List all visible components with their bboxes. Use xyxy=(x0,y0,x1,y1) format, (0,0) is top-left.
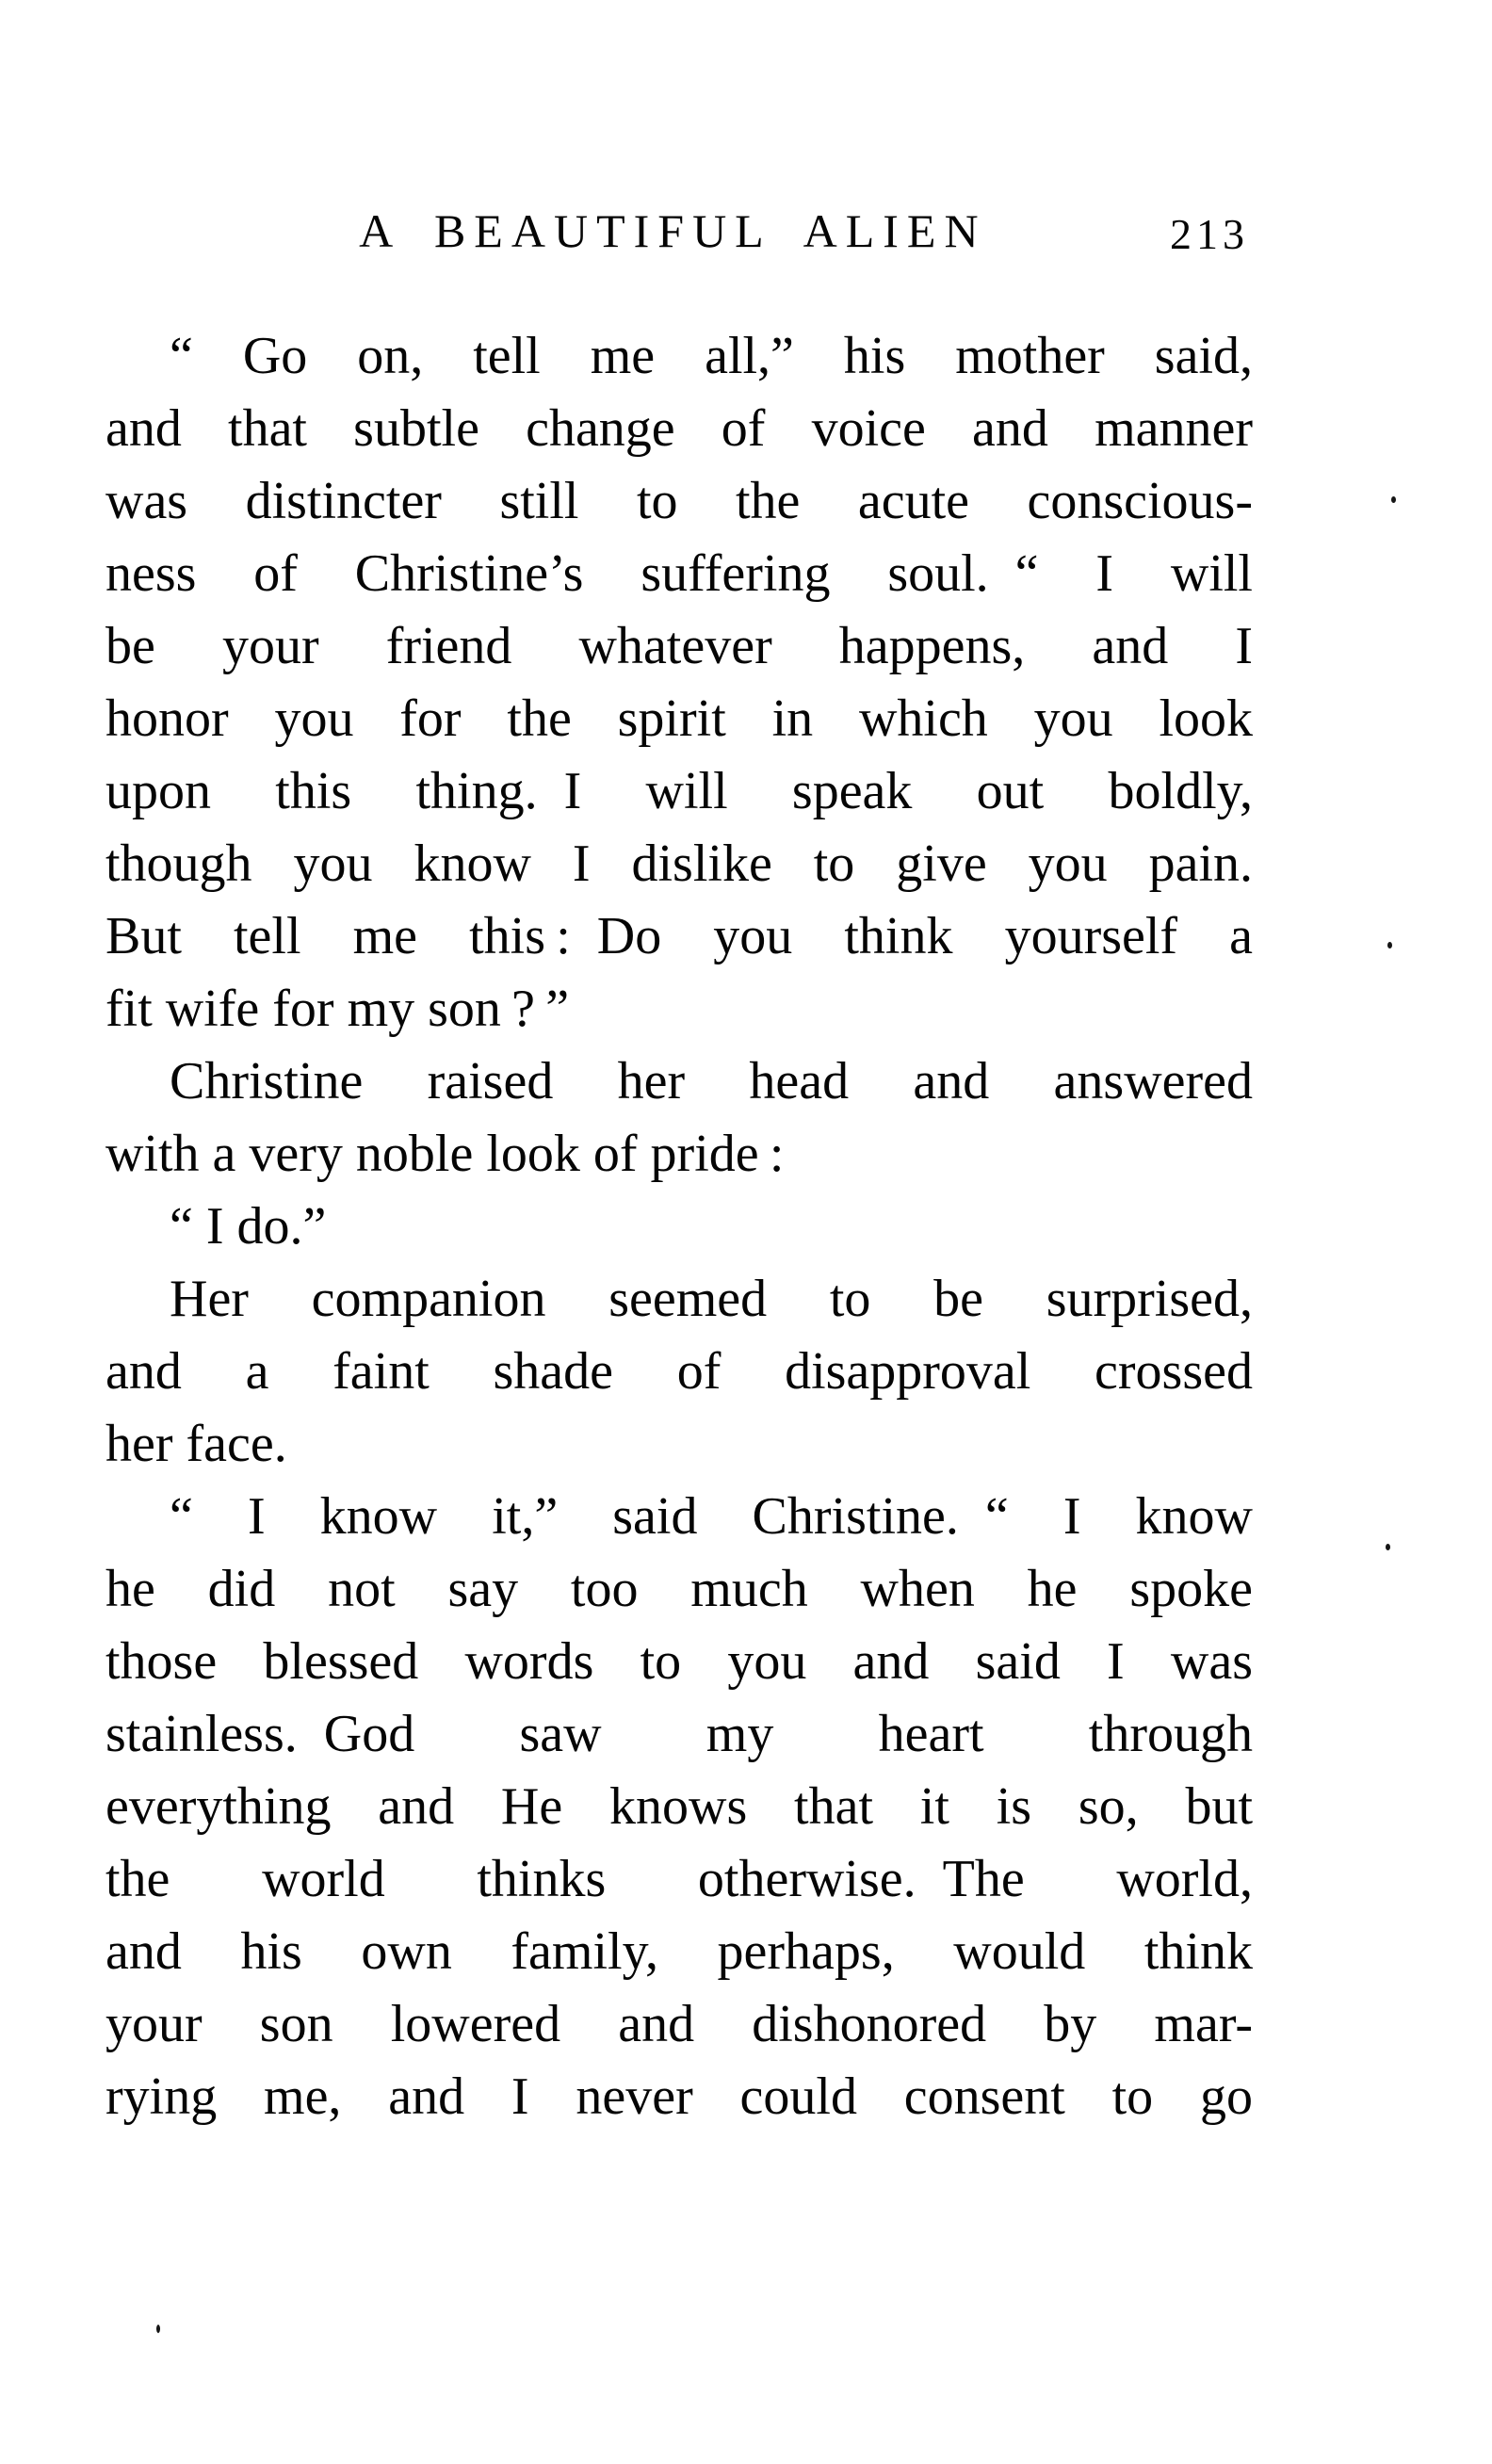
text-line: rying me, and I never could consent to go xyxy=(105,2067,1253,2126)
text-line: stainless. God saw my heart through xyxy=(105,1705,1253,1763)
text-line: “ I know it,” said Christine. “ I know xyxy=(170,1487,1253,1546)
body-text xyxy=(105,320,1253,2133)
text-line: “ Go on, tell me all,” his mother said, xyxy=(170,327,1253,385)
text-line: her face. xyxy=(105,1415,287,1473)
text-line: and that subtle change of voice and manner xyxy=(105,399,1253,458)
text-line: though you know I dislike to give you pain. xyxy=(105,835,1253,893)
running-head xyxy=(105,203,1253,279)
text-line: he did not say too much when he spoke xyxy=(105,1560,1253,1618)
text-line: was distincter still to the acute conscious- xyxy=(105,472,1253,530)
text-line: ness of Christine’s suffering soul. “ I will xyxy=(105,544,1253,603)
text-line: upon this thing. I will speak out boldly, xyxy=(105,762,1253,820)
text-line: Christine raised her head and answered xyxy=(170,1052,1253,1110)
text-line: be your friend whatever happens, and I xyxy=(105,617,1253,675)
text-line: your son lowered and dishonored by mar- xyxy=(105,1995,1253,2053)
text-line: “ I do.” xyxy=(170,1197,327,1256)
text-line: those blessed words to you and said I was xyxy=(105,1632,1253,1691)
text-line: everything and He knows that it is so, but xyxy=(105,1777,1253,1836)
text-line: But tell me this : Do you think yourself a xyxy=(105,907,1253,965)
ink-speck xyxy=(1391,496,1396,503)
ink-speck xyxy=(1387,942,1392,948)
ink-speck xyxy=(1386,1544,1390,1550)
page-number: 213 xyxy=(1170,210,1249,258)
text-line: with a very noble look of pride : xyxy=(105,1125,785,1183)
text-line: the world thinks otherwise. The world, xyxy=(105,1850,1253,1908)
text-line: honor you for the spirit in which you look xyxy=(105,689,1253,748)
text-line: Her companion seemed to be surprised, xyxy=(170,1270,1253,1328)
text-line: fit wife for my son ? ” xyxy=(105,980,570,1038)
ink-speck xyxy=(156,2325,160,2333)
page-header-title: A BEAUTIFUL ALIEN xyxy=(359,204,987,257)
text-line: and a faint shade of disapproval crossed xyxy=(105,1342,1253,1401)
text-line: and his own family, perhaps, would think xyxy=(105,1922,1253,1981)
